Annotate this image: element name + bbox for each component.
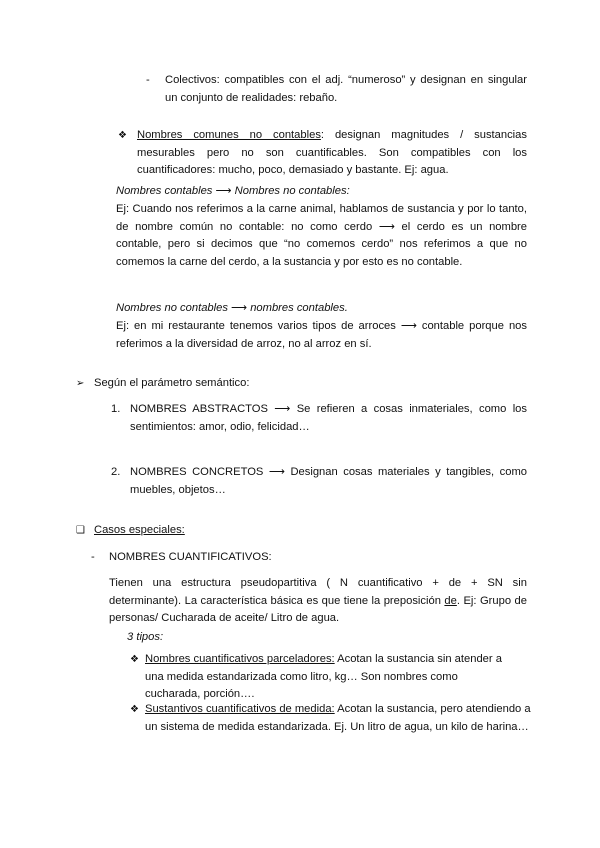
no-to-contable-heading: Nombres no contables ⟶ nombres contables. xyxy=(116,302,348,314)
parceladores-item xyxy=(145,651,505,704)
cuantificativos-paragraph xyxy=(109,575,527,628)
no-contables-term: Nombres comunes no contables xyxy=(137,129,321,141)
checkbox-bullet-icon: ❑ xyxy=(76,525,85,536)
contable-to-no-heading: Nombres contables ⟶ Nombres no contables: xyxy=(116,185,350,197)
dash-bullet: - xyxy=(146,74,150,86)
medida-text: Acotan la sustancia, pero atendiendo a un sistema de medida estandarizada. Ej. Un litro de agua, un kilo de harina… xyxy=(145,703,531,733)
arrowhead-bullet-icon: ➢ xyxy=(76,378,85,389)
parceladores-text: Acotan la sustancia sin atender a una medida estandarizada como litro, kg… Son nombres como cucharada, porción…. xyxy=(145,653,502,701)
diamond-bullet-icon: ❖ xyxy=(130,704,139,715)
dash-bullet: - xyxy=(91,551,95,563)
colectivos-paragraph: Colectivos: compatibles con el adj. “numeroso” y designan en singular un conjunto de realidades: rebaño. xyxy=(165,74,527,104)
concretos-item: NOMBRES CONCRETOS ⟶ Designan cosas materiales y tangibles, como muebles, objetos… xyxy=(130,466,527,496)
tipos-label: 3 tipos: xyxy=(127,631,164,643)
cuantificativos-text-a: Tienen una estructura pseudopartitiva ( N cuantificativo + de + SN sin determinante). La característica básica es que tiene la preposición xyxy=(109,577,527,607)
semantico-heading: Según el parámetro semántico: xyxy=(94,377,250,389)
no-contables-paragraph xyxy=(137,127,527,180)
preposition-de: de xyxy=(444,594,457,607)
casos-title: Casos especiales: xyxy=(94,524,185,536)
cuantificativos-title: NOMBRES CUANTIFICATIVOS: xyxy=(109,551,272,563)
diamond-bullet-icon: ❖ xyxy=(118,130,127,141)
abstractos-item: NOMBRES ABSTRACTOS ⟶ Se refieren a cosas inmateriales, como los sentimientos: amor, odio, felicidad… xyxy=(130,403,527,433)
medida-term: Sustantivos cuantificativos de medida: xyxy=(145,703,335,715)
no-to-contable-paragraph: Ej: en mi restaurante tenemos varios tipos de arroces ⟶ contable porque nos referimos a la diversidad de arroz, no al arroz en sí. xyxy=(116,320,527,350)
parceladores-term: Nombres cuantificativos parceladores: xyxy=(145,653,335,665)
list-number: 1. xyxy=(111,403,121,415)
contable-to-no-paragraph: Ej: Cuando nos referimos a la carne animal, hablamos de sustancia y por lo tanto, de nombre común no contable: no como cerdo ⟶ el cerdo es un nombre contable, pero si decimos que “no comemos cerdo” nos referimos a que no comemos la carne del cerdo, a la sustancia y por esto es no contable. xyxy=(116,203,527,268)
cuantificativos-text-b: . Ej: Grupo de personas/ Cucharada de aceite/ Litro de agua. xyxy=(109,594,527,625)
list-number: 2. xyxy=(111,466,121,478)
medida-item xyxy=(145,701,535,736)
no-contables-text: : designan magnitudes / sustancias mesurables pero no son cuantificables. Son compatibles con los cuantificadores: mucho, poco, demasiado y bastante. Ej: agua. xyxy=(137,129,527,177)
diamond-bullet-icon: ❖ xyxy=(130,654,139,665)
